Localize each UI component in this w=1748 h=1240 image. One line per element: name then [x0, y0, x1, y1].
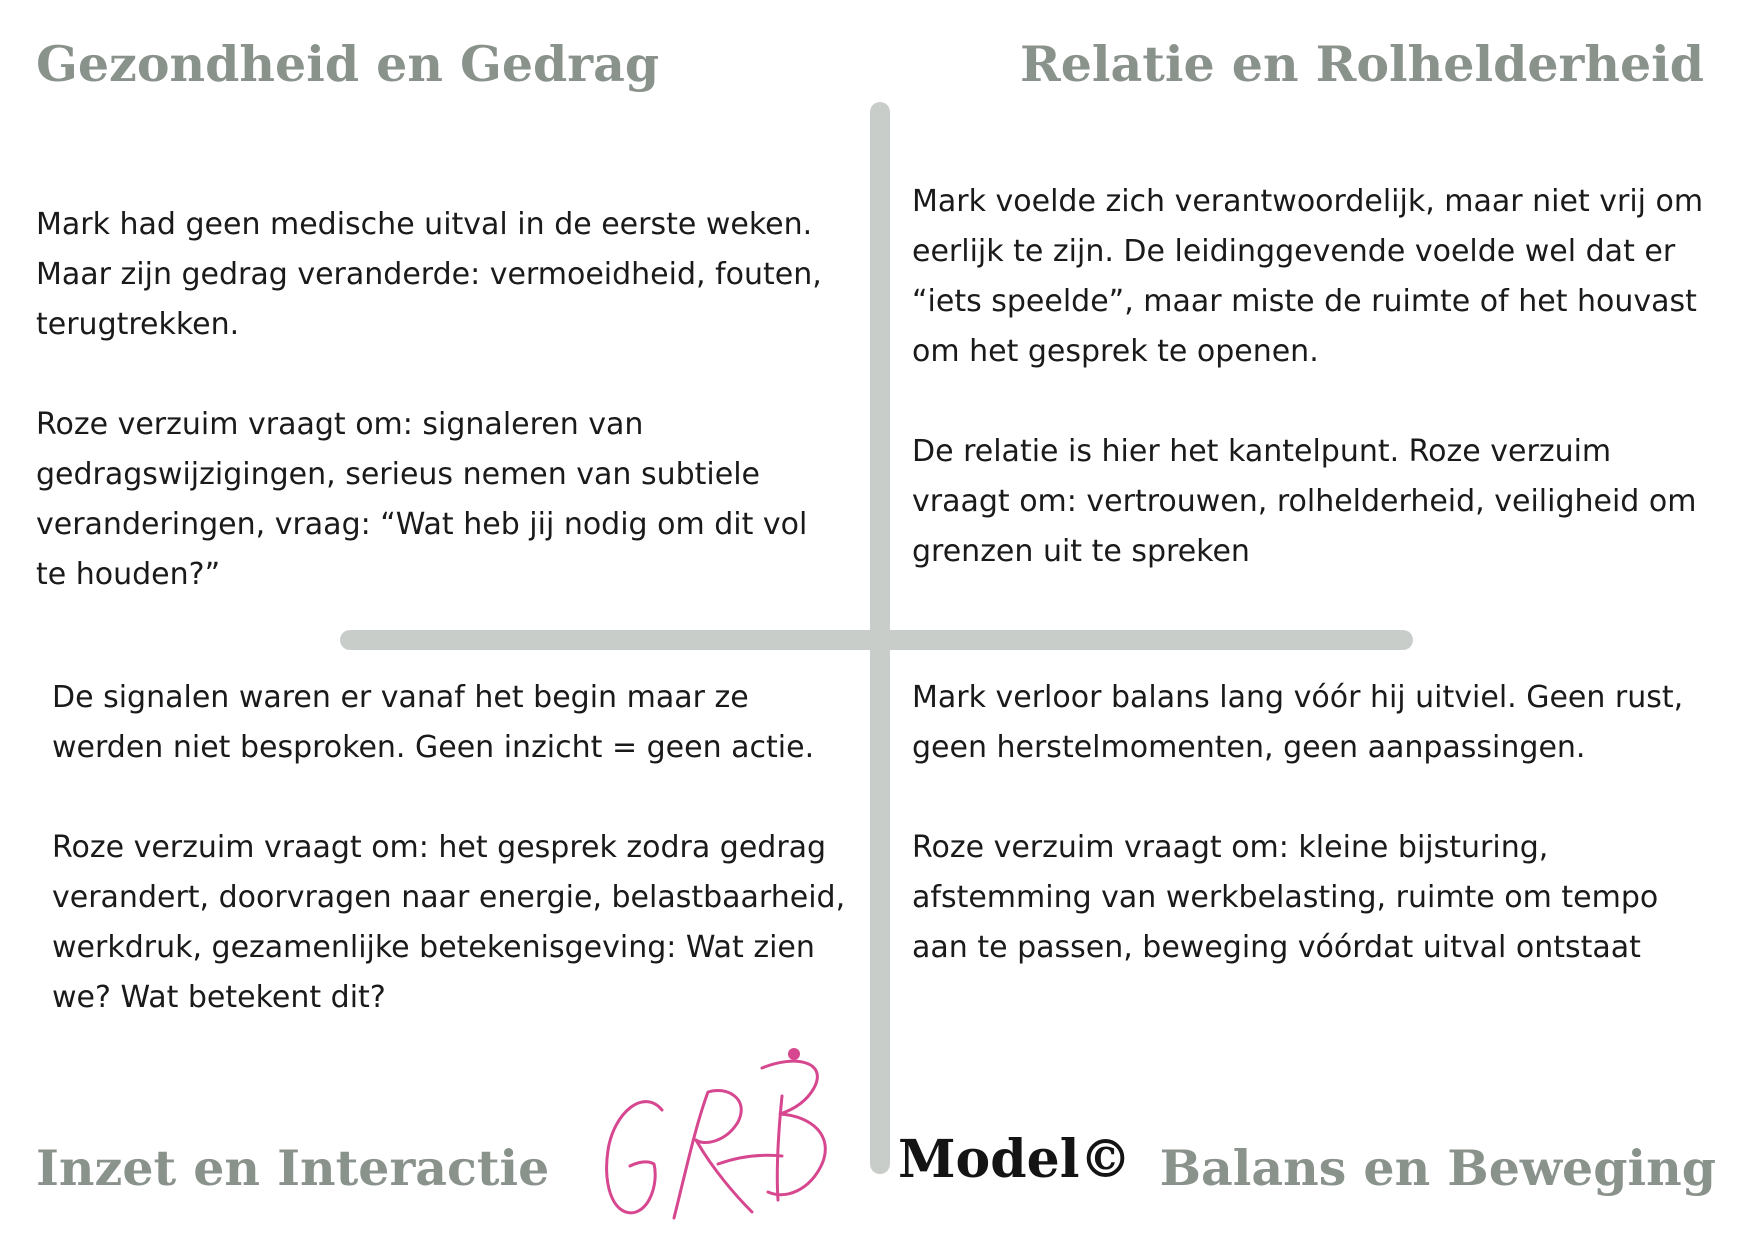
- logo-letter-r-stroke: [718, 1155, 782, 1164]
- logo-dot: [788, 1048, 800, 1060]
- quadrant-top-right: [912, 177, 1712, 627]
- quadrant-paragraph: Mark verloor balans lang vóór hij uitviel. Geen rust, geen herstelmomenten, geen aanpassingen.: [912, 680, 1684, 765]
- model-label: Model©: [898, 1129, 1132, 1190]
- logo-letter-r: [674, 1090, 752, 1218]
- quadrant-paragraph: Roze verzuim vraagt om: signaleren van gedragswijzigingen, serieus nemen van subtiele veranderingen, vraag: “Wat heb jij nodig om dit vol te houden?”: [36, 407, 808, 592]
- quadrant-paragraph: Roze verzuim vraagt om: kleine bijsturing, afstemming van werkbelasting, ruimte om tempo aan te passen, beweging vóórdat uitval ontstaat: [912, 830, 1659, 965]
- heading-relatie-en-rolhelderheid: Relatie en Rolhelderheid: [1020, 35, 1704, 93]
- heading-gezondheid-en-gedrag: Gezondheid en Gedrag: [36, 35, 660, 93]
- logo-letter-b: [762, 1061, 825, 1200]
- quadrant-bottom-right: [912, 673, 1712, 1023]
- quadrant-paragraph: Roze verzuim vraagt om: het gesprek zodra gedrag verandert, doorvragen naar energie, belastbaarheid, werkdruk, gezamenlijke betekenisgeving: Wat zien we? Wat betekent dit?: [52, 830, 846, 1015]
- logo-letter-g: [607, 1102, 662, 1213]
- grb-logo: [600, 1040, 900, 1240]
- quadrant-top-left: [36, 200, 846, 650]
- quadrant-paragraph: De signalen waren er vanaf het begin maar ze werden niet besproken. Geen inzicht = geen actie.: [52, 680, 815, 765]
- quadrant-paragraph: Mark had geen medische uitval in de eerste weken. Maar zijn gedrag veranderde: vermoeidheid, fouten, terugtrekken.: [36, 207, 822, 342]
- quadrant-paragraph: Mark voelde zich verantwoordelijk, maar niet vrij om eerlijk te zijn. De leidinggevende voelde wel dat er “iets speelde”, maar miste de ruimte of het houvast om het gesprek te openen.: [912, 184, 1704, 369]
- heading-inzet-en-interactie: Inzet en Interactie: [36, 1139, 550, 1197]
- quadrant-paragraph: De relatie is hier het kantelpunt. Roze verzuim vraagt om: vertrouwen, rolhelderheid, veiligheid om grenzen uit te spreken: [912, 434, 1697, 569]
- heading-balans-en-beweging: Balans en Beweging: [1159, 1139, 1716, 1197]
- quadrant-bottom-left: [52, 673, 852, 1073]
